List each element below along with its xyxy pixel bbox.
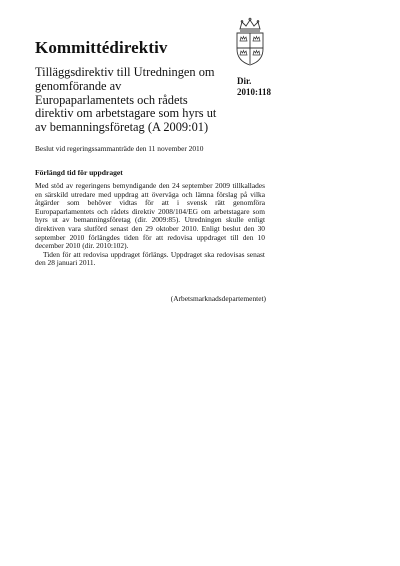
department-signature: (Arbetsmarknadsdepartementet) — [170, 294, 266, 303]
dir-number: 2010:118 — [237, 87, 272, 97]
body-paragraph: Med stöd av regeringens bemyndigande den 24 september 2009 tillkallades en särskild utredare med uppdrag att överväga och lämna förslag på vilka åtgärder som behöver vidtas för att i svensk rätt genomföra Europaparlamentets och rådets direktiv 2008/104/EG om arbetstagare som hyrs ut av bemanningsföretag (dir. 2009:85). Utredningen skulle enligt direktiven vara slutförd senast den 29 oktober 2010. Enligt beslut den 30 september 2010 förlängdes tiden för att redovisa uppdraget till den 10 december 2010 (dir. 2010:102). — [35, 181, 265, 251]
swedish-government-crest-icon — [232, 17, 268, 67]
section-heading: Förlängd tid för uppdraget — [35, 168, 123, 177]
dir-label: Dir. — [237, 76, 252, 86]
body-paragraph: Tiden för att redovisa uppdraget förlängs. Uppdraget ska redovisas senast den 28 januari 2011. — [35, 249, 265, 268]
decision-line: Beslut vid regeringssammanträde den 11 november 2010 — [35, 144, 204, 153]
directive-title: Tilläggsdirektiv till Utredningen om genomförande av Europaparlamentets och rådets direktiv om arbetstagare som hyrs ut av bemanningsföretag (A 2009:01) — [35, 65, 217, 135]
document-type-heading: Kommittédirektiv — [35, 38, 168, 57]
section-body — [35, 182, 265, 268]
directive-number-block — [237, 76, 271, 98]
